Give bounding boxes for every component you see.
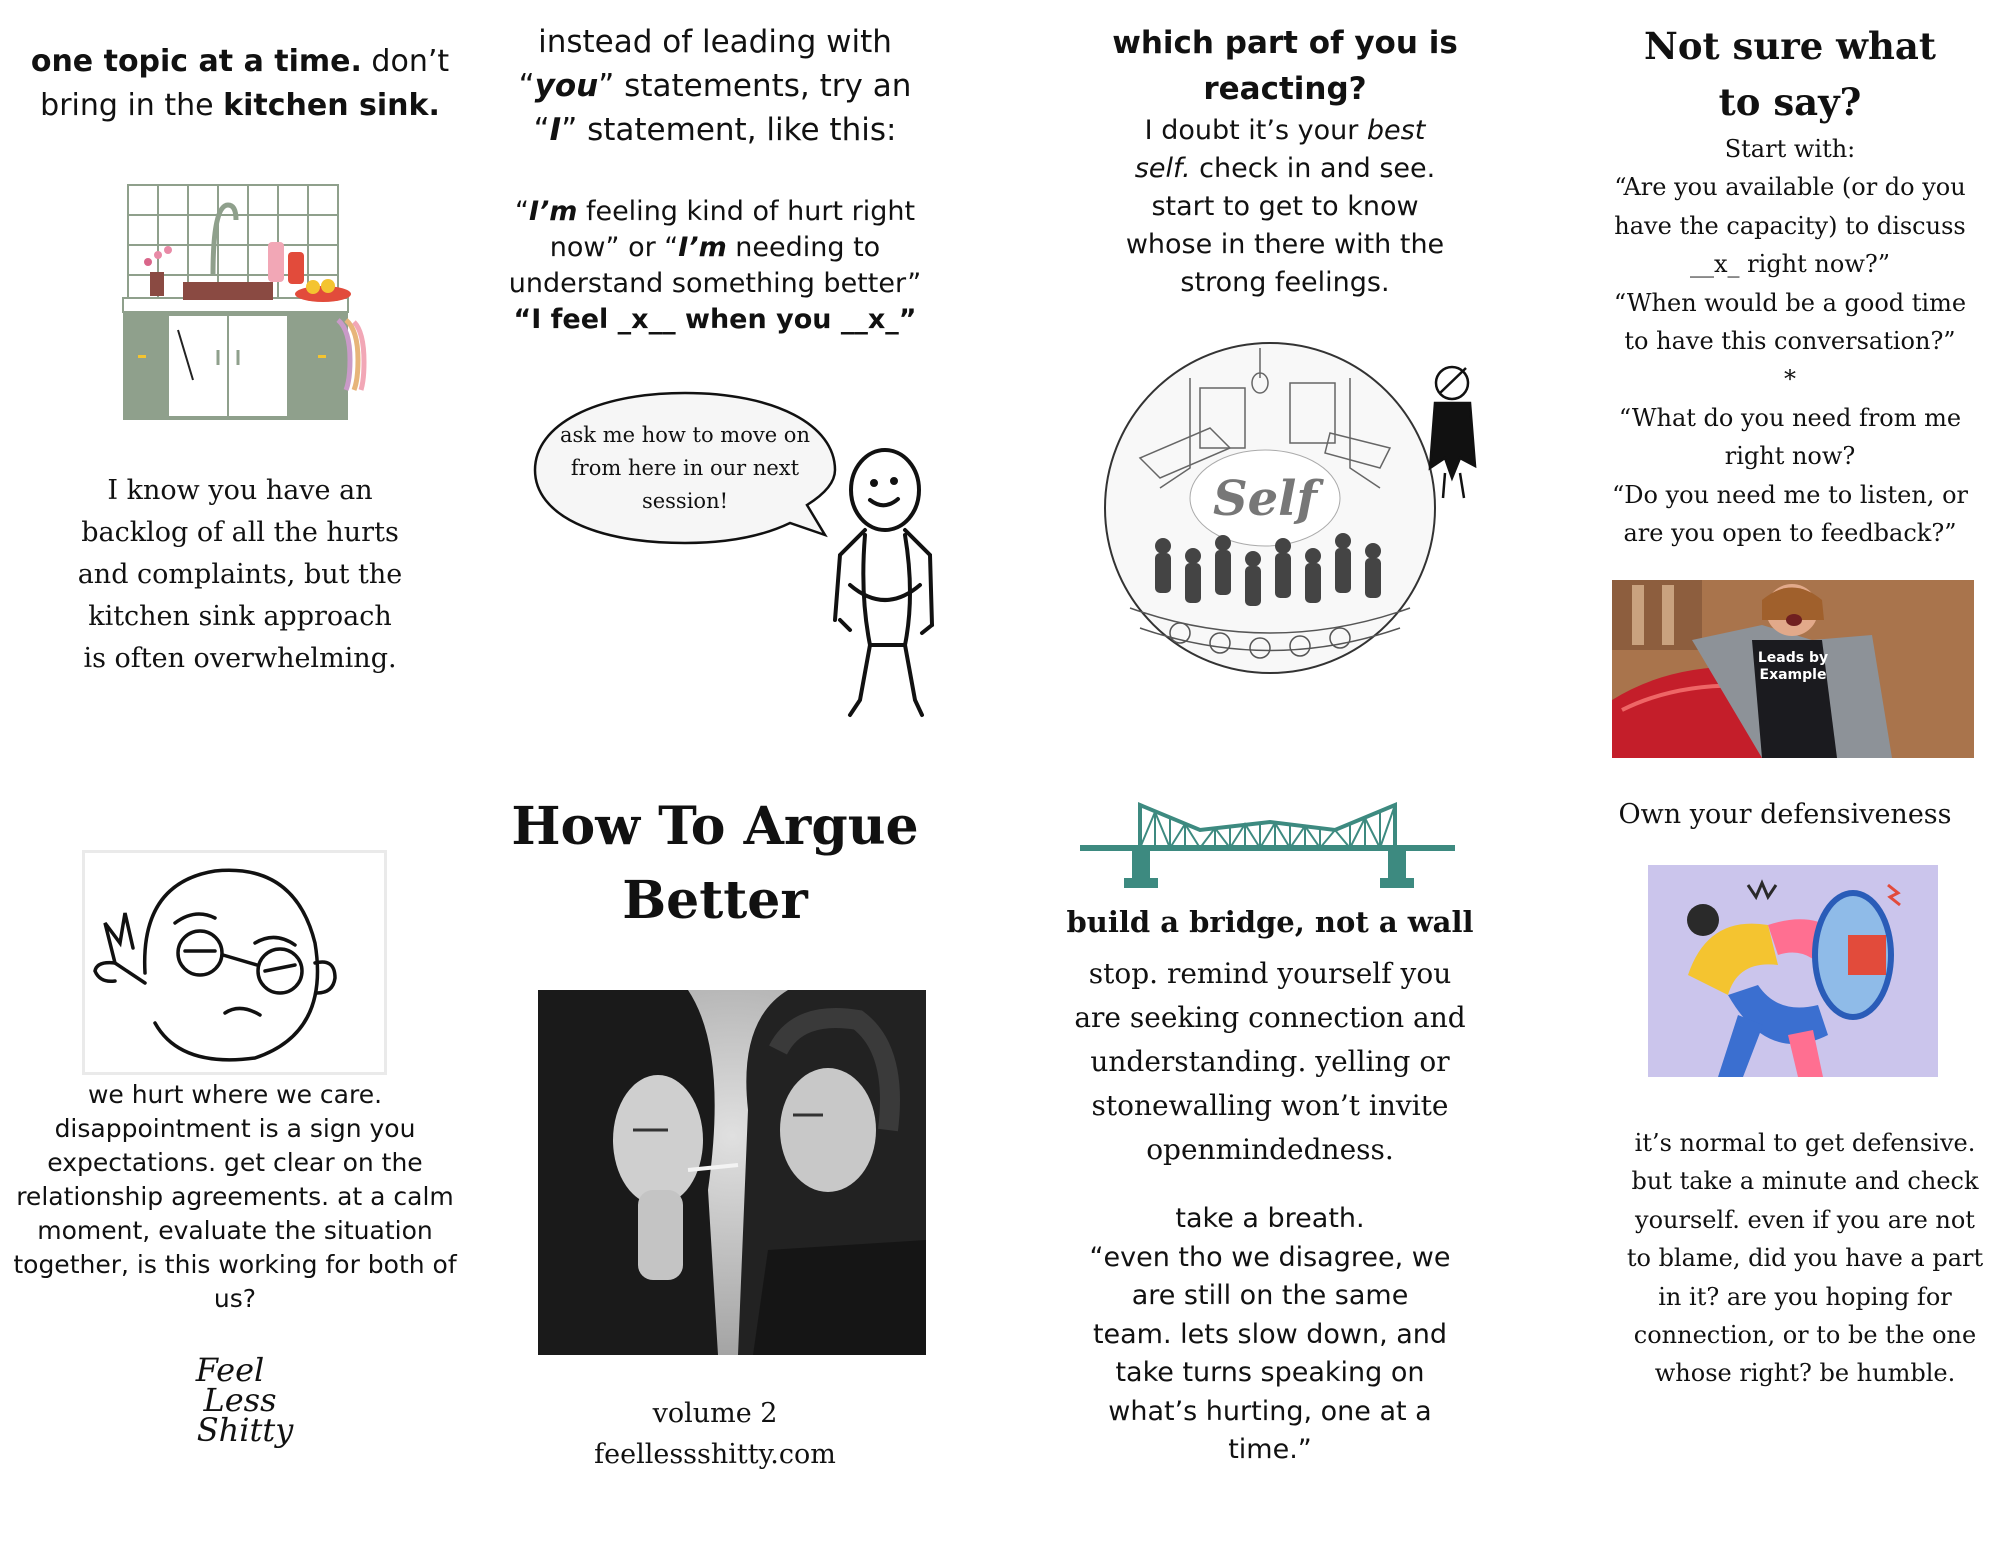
panel7-heading: build a bridge, not a wall xyxy=(1066,905,1474,939)
bubble-line: session! xyxy=(641,489,729,513)
panel2-line2: “you” statements, try an xyxy=(518,68,912,104)
bubble-line: from here in our next xyxy=(570,456,800,480)
panel7-quote xyxy=(1080,1200,1460,1470)
kitchen-sink-illustration xyxy=(118,180,368,430)
body-line: openmindedness. xyxy=(1146,1133,1394,1166)
panel2-line3: “I” statement, like this: xyxy=(533,112,897,148)
body-line: expectations. get clear on the xyxy=(47,1148,423,1177)
body-line: we hurt where we care. xyxy=(87,1080,383,1109)
self-circle-illustration xyxy=(1100,338,1500,678)
say-line: Start with: xyxy=(1724,135,1856,163)
panel3-line4: whose in there with the xyxy=(1125,229,1445,260)
cover-title-line1: How To Argue xyxy=(511,796,919,857)
body-line: relationship agreements. at a calm xyxy=(16,1182,454,1211)
body-line: together, is this working for both of xyxy=(13,1250,457,1279)
cover-footer xyxy=(505,1393,925,1475)
cover-title-line2: Better xyxy=(622,870,808,931)
panel8-heading: Own your defensiveness xyxy=(1618,799,1952,830)
panel8-body xyxy=(1615,1124,1995,1393)
body-line: whose right? be humble. xyxy=(1654,1359,1956,1388)
panel-which-part xyxy=(1070,20,1500,302)
example-line: now” or “I’m needing to xyxy=(549,232,881,263)
panel3-line2: self. check in and see. xyxy=(1134,153,1436,184)
site-label: feellessshitty.com xyxy=(594,1439,836,1470)
panel1-body xyxy=(40,470,440,680)
panel3-line5: strong feelings. xyxy=(1180,267,1390,298)
say-line: “What do you need from me xyxy=(1618,403,1962,432)
panel2-line1: instead of leading with xyxy=(538,24,892,60)
quote-line: take turns speaking on xyxy=(1115,1357,1425,1388)
panel3-line1: I doubt it’s your best xyxy=(1144,115,1426,146)
body-line: understanding. yelling or xyxy=(1090,1045,1450,1078)
body-line: is often overwhelming. xyxy=(83,643,397,674)
cover-title xyxy=(505,790,925,938)
say-line: right now? xyxy=(1724,442,1856,471)
leads-by-example-photo xyxy=(1612,580,1974,758)
panel-i-statements xyxy=(505,20,925,152)
body-line: stop. remind yourself you xyxy=(1088,957,1452,990)
panel3-line3: start to get to know xyxy=(1151,191,1419,222)
body-line: moment, evaluate the situation xyxy=(37,1216,433,1245)
body-line: disappointment is a sign you xyxy=(54,1114,416,1143)
say-line: * xyxy=(1784,365,1796,394)
say-line: to have this conversation?” xyxy=(1624,327,1956,356)
say-line: have the capacity) to discuss xyxy=(1614,211,1966,240)
quote-line: are still on the same xyxy=(1131,1280,1409,1311)
panel-bridge xyxy=(1060,902,1480,1172)
quote-line: team. lets slow down, and xyxy=(1092,1318,1448,1350)
say-line: are you open to feedback?” xyxy=(1623,519,1957,548)
quote-line: what’s hurting, one at a xyxy=(1108,1395,1432,1427)
body-line: but take a minute and check xyxy=(1631,1167,1979,1196)
body-line: connection, or to be the one xyxy=(1633,1321,1977,1350)
volume-label: volume 2 xyxy=(652,1398,778,1429)
body-line: yourself. even if you are not xyxy=(1635,1205,1975,1234)
defensiveness-illustration xyxy=(1648,865,1938,1077)
bridge-illustration xyxy=(1080,800,1455,895)
couple-smoking-photo xyxy=(538,990,926,1355)
quote-line: “even tho we disagree, we xyxy=(1089,1241,1451,1273)
say-line: __x_ right now?” xyxy=(1690,250,1890,279)
body-line: I know you have an xyxy=(107,475,373,506)
body-line: are seeking connection and xyxy=(1074,1001,1466,1034)
quote-line: time.” xyxy=(1228,1434,1312,1465)
panel1-heading: one topic at a time. don’t bring in the kitchen sink. xyxy=(30,44,450,123)
speech-bubble xyxy=(525,385,845,555)
shirt-text-1: Leads by xyxy=(1757,650,1829,666)
feel-less-shitty-logo: Feel Less Shitty xyxy=(195,1351,294,1449)
example-line: “I feel _x__ when you __x_” xyxy=(513,304,917,335)
body-line: and complaints, but the xyxy=(77,559,403,590)
body-line: kitchen sink approach xyxy=(88,601,392,632)
panel2-examples xyxy=(505,194,925,338)
self-label: Self xyxy=(1212,471,1318,527)
example-line: understand something better” xyxy=(508,268,922,299)
body-line: in it? are you hoping for xyxy=(1658,1282,1952,1311)
say-line: “Do you need me to listen, or xyxy=(1611,480,1968,509)
example-line: “I’m feeling kind of hurt right xyxy=(514,196,916,227)
say-line: “When would be a good time xyxy=(1613,288,1967,317)
body-line: it’s normal to get defensive. xyxy=(1634,1129,1976,1157)
panel-kitchen-sink xyxy=(30,40,450,128)
skeptical-face-drawing xyxy=(82,850,387,1075)
quote-line: take a breath. xyxy=(1175,1203,1365,1234)
panel3-heading: which part of you is reacting? xyxy=(1112,25,1458,107)
shirt-text-2: Example xyxy=(1759,667,1827,683)
stick-figure-drawing xyxy=(810,445,960,720)
body-line: backlog of all the hurts xyxy=(81,517,399,548)
panel5-body xyxy=(10,1078,460,1316)
say-line: “Are you available (or do you xyxy=(1614,173,1966,202)
panel-not-sure xyxy=(1595,18,1985,552)
body-line: to blame, did you have a part xyxy=(1626,1244,1984,1273)
body-line: stonewalling won’t invite xyxy=(1091,1089,1449,1122)
body-line: us? xyxy=(213,1284,257,1313)
panel4-heading: Not sure what to say? xyxy=(1644,24,1936,124)
bubble-line: ask me how to move on xyxy=(560,423,810,447)
